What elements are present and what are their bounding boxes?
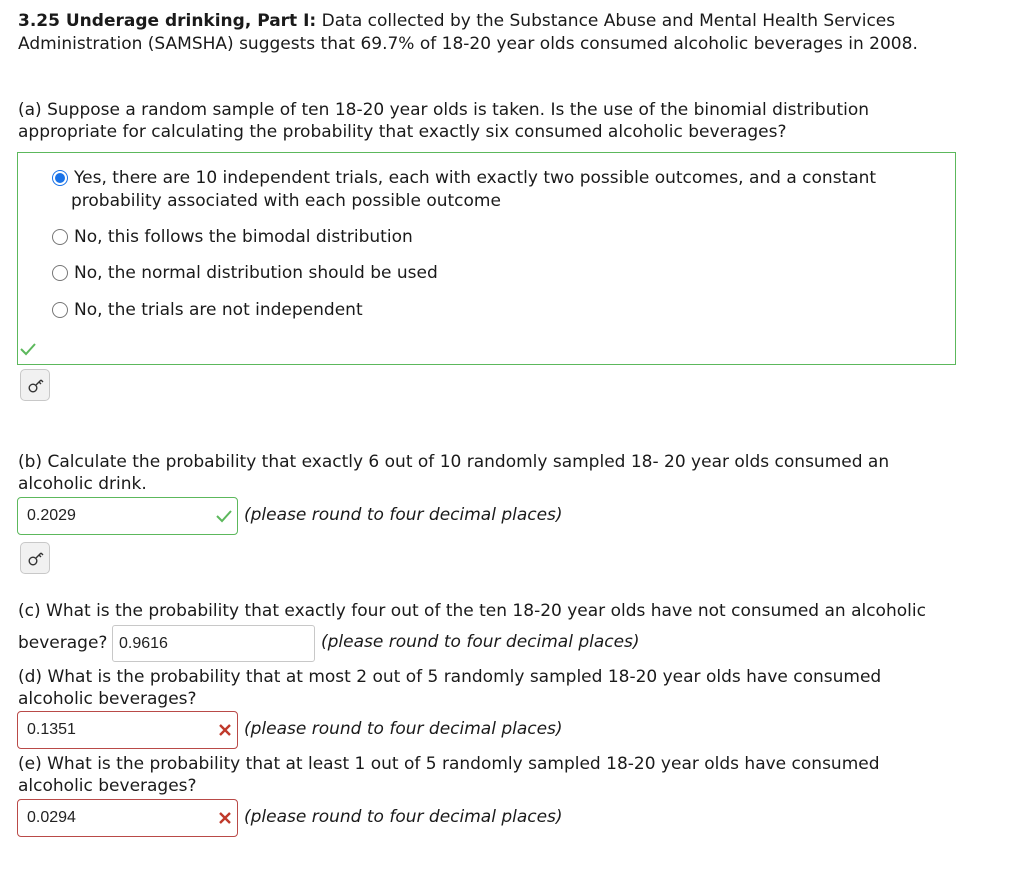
- part-d-question-line1: (d) What is the probability that at most 2 out of 5 randomly sampled 18-20 year olds have consumed: [18, 667, 882, 687]
- option-yes-radio[interactable]: [52, 170, 68, 186]
- problem-intro: Administration (SAMSHA) suggests that 69.7% of 18-20 year olds consumed alcoholic beverages in 2008.: [18, 34, 918, 54]
- part-b-hint: (please round to four decimal places): [244, 505, 563, 525]
- problem-title-rest: Data collected by the Substance Abuse and Mental Health Services: [321, 11, 896, 31]
- option-not-independent-label: No, the trials are not independent: [74, 300, 363, 320]
- option-not-independent-radio[interactable]: [52, 302, 68, 318]
- problem-title-bold: 3.25 Underage drinking, Part I:: [18, 11, 317, 31]
- part-a-question-line2: appropriate for calculating the probability that exactly six consumed alcoholic beverages?: [18, 122, 787, 142]
- part-d-hint: (please round to four decimal places): [244, 719, 563, 739]
- part-c-question-line1: (c) What is the probability that exactly four out of the ten 18-20 year olds have not consumed an alcoholic: [18, 601, 926, 621]
- part-b-answer-value: 0.2029: [27, 507, 76, 524]
- option-bimodal-label: No, this follows the bimodal distribution: [74, 227, 413, 247]
- part-a-question-line1: (a) Suppose a random sample of ten 18-20 year olds is taken. Is the use of the binomial distribution: [18, 100, 870, 120]
- option-yes-label: Yes, there are 10 independent trials, each with exactly two possible outcomes, and a constant: [74, 168, 877, 188]
- part-c-question-prefix: beverage?: [18, 633, 108, 653]
- key-button-a[interactable]: [20, 369, 50, 401]
- part-b-question-line1: (b) Calculate the probability that exactly 6 out of 10 randomly sampled 18- 20 year olds consumed an: [18, 452, 890, 472]
- problem-title: [18, 10, 895, 32]
- part-e-question-line2: alcoholic beverages?: [18, 776, 197, 796]
- check-icon: [20, 342, 36, 356]
- part-e-question-line1: (e) What is the probability that at least 1 out of 5 randomly sampled 18-20 year olds have consumed: [18, 754, 880, 774]
- part-b-answer-input[interactable]: [17, 497, 238, 535]
- part-d-answer-input[interactable]: [17, 711, 238, 749]
- option-bimodal-radio[interactable]: [52, 229, 68, 245]
- key-icon: [28, 378, 44, 394]
- key-button-b[interactable]: [20, 542, 50, 574]
- key-icon: [28, 551, 44, 567]
- part-e-answer-input[interactable]: [17, 799, 238, 837]
- option-yes-label-line2: probability associated with each possible outcome: [71, 191, 501, 211]
- option-normal-label: No, the normal distribution should be used: [74, 263, 438, 283]
- option-normal-radio[interactable]: [52, 265, 68, 281]
- part-e-answer-value: 0.0294: [27, 809, 76, 826]
- part-c-answer-value: 0.9616: [119, 635, 168, 652]
- part-d-question-line2: alcoholic beverages?: [18, 689, 197, 709]
- part-c-hint: (please round to four decimal places): [321, 632, 640, 652]
- part-c-answer-input[interactable]: [112, 625, 315, 662]
- part-e-hint: (please round to four decimal places): [244, 807, 563, 827]
- check-icon: [216, 509, 232, 523]
- cross-icon: [218, 811, 232, 825]
- cross-icon: [218, 723, 232, 737]
- part-b-question-line2: alcoholic drink.: [18, 474, 147, 494]
- part-d-answer-value: 0.1351: [27, 721, 76, 738]
